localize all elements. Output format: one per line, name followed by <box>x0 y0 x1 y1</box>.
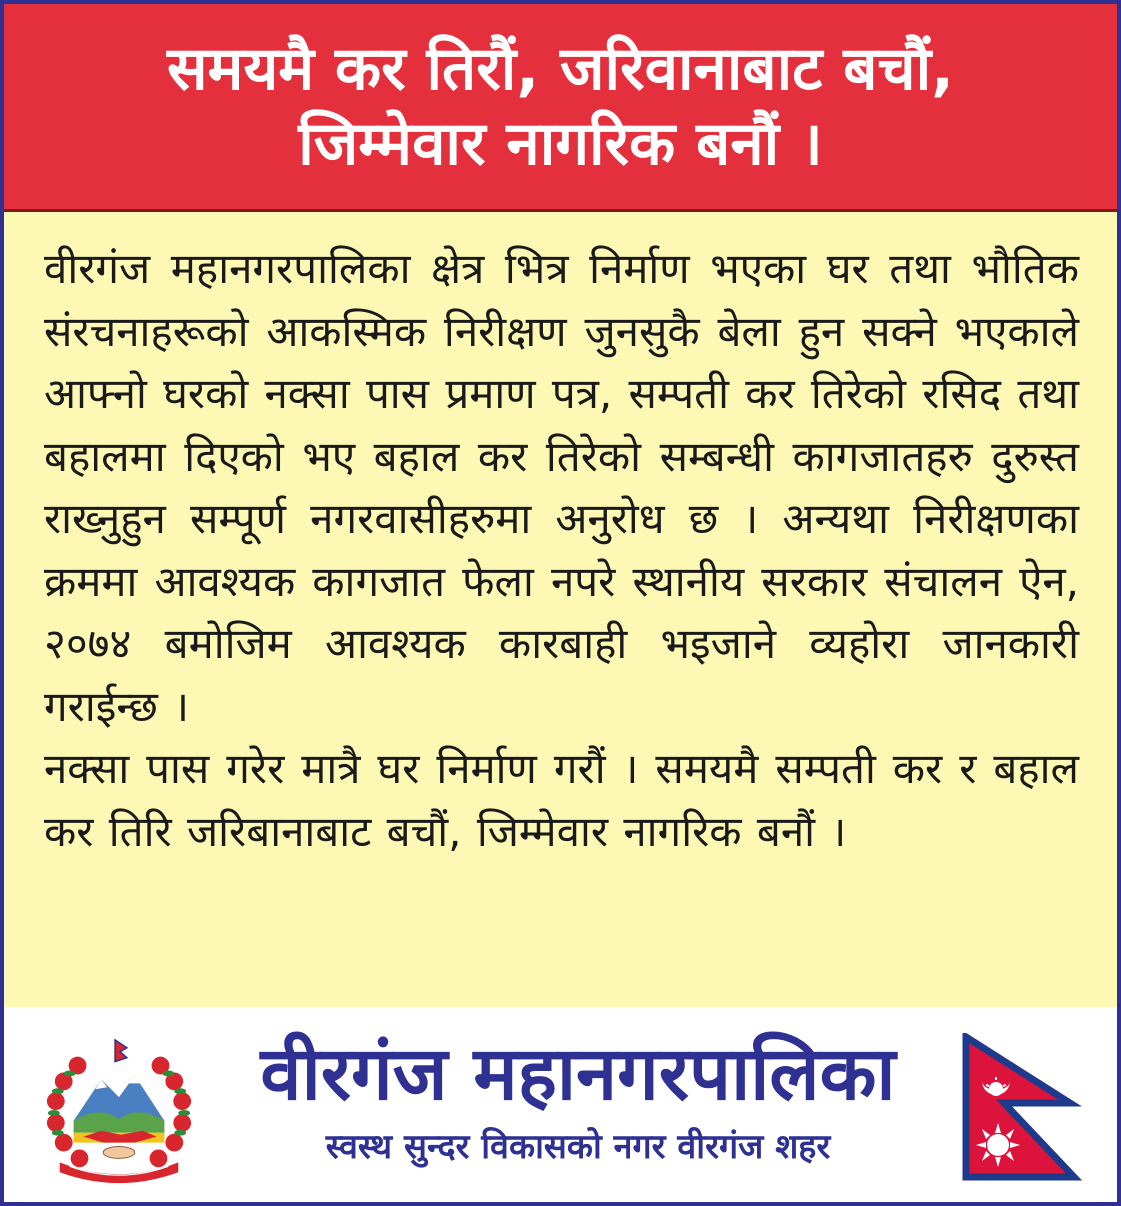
municipality-name: वीरगंज महानगरपालिका <box>260 1031 896 1117</box>
headline-line-1: समयमै कर तिरौं, जरिवानाबाट बचौं, <box>167 33 954 104</box>
footer <box>4 1007 1117 1202</box>
nepal-flag-icon <box>958 1033 1082 1183</box>
notice-body <box>4 212 1117 1007</box>
nepal-emblem-icon <box>40 1035 198 1185</box>
notice-paragraph-1: वीरगंज महानगरपालिका क्षेत्र भित्र निर्माण भएका घर तथा भौतिक संरचनाहरूको आकस्मिक निरीक्षण जुनसुकै बेला हुन सक्ने भएकाले आफ्नो घरको नक्सा पास प्रमाण पत्र, सम्पती कर तिरेको रसिद तथा बहालमा दिएको भए बहाल कर तिरेको सम्बन्धी कागजातहरु दुरुस्त राख्नुहुन सम्पूर्ण नगरवासीहरुमा अनुरोध छ । अन्यथा निरीक्षणका क्रममा आवश्यक कागजात फेला नपरे स्थानीय सरकार संचालन ऐन, २०७४ बमोजिम आवश्यक कारबाही भइजाने व्यहोरा जानकारी गराईन्छ । <box>44 244 1079 731</box>
notice-paragraph-2: नक्सा पास गरेर मात्रै घर निर्माण गरौं । समयमै सम्पती कर र बहाल कर तिरि जरिबानाबाट बचौं, जिम्मेवार नागरिक बनौं । <box>44 744 1079 856</box>
municipality-slogan: स्वस्थ सुन्दर विकासको नगर वीरगंज शहर <box>325 1127 831 1167</box>
headline-line-2: जिम्मेवार नागरिक बनौं । <box>298 108 823 179</box>
headline-banner <box>4 4 1117 212</box>
